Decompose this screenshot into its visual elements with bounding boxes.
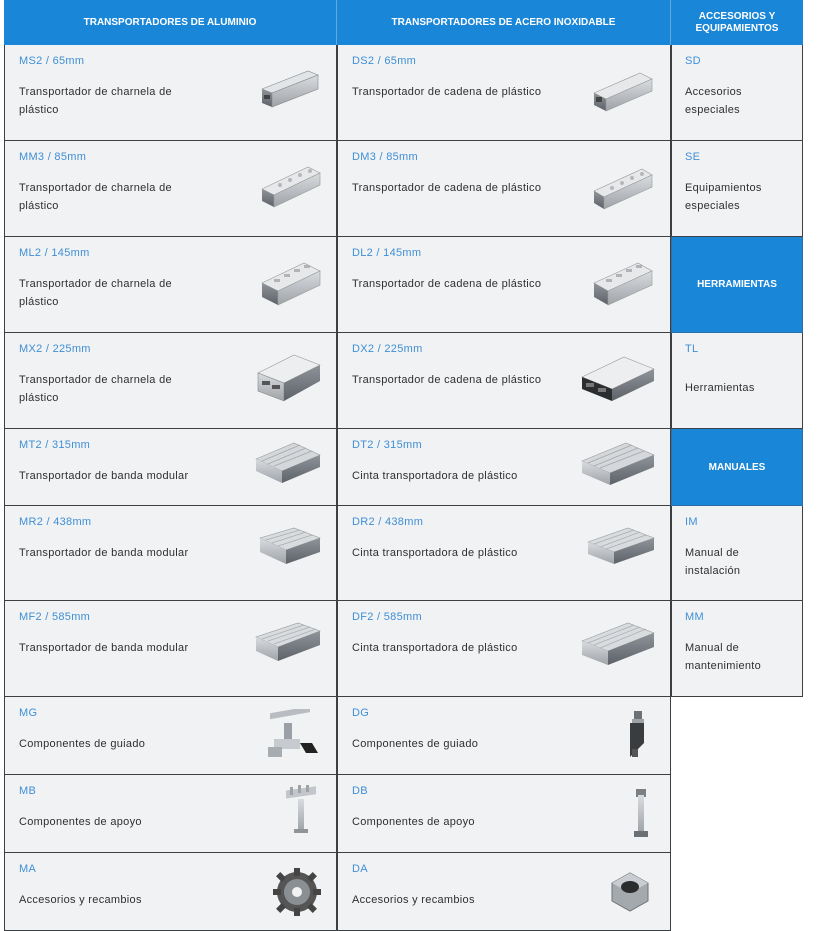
wide-chain-icon <box>580 351 656 407</box>
product-card-mb[interactable] <box>4 775 337 853</box>
herramienta-card-tl[interactable] <box>671 333 803 429</box>
product-card-mf2[interactable] <box>4 601 337 697</box>
product-code[interactable]: DL2 / 145mm <box>352 247 422 259</box>
product-card-db[interactable] <box>337 775 671 853</box>
product-code[interactable]: DS2 / 65mm <box>352 55 417 67</box>
product-card-dr2[interactable] <box>337 506 671 601</box>
product-code[interactable]: ML2 / 145mm <box>19 247 90 259</box>
chain-profile-icon <box>258 161 322 211</box>
guide-bracket-icon <box>260 709 322 763</box>
product-description: Transportador de cadena de plástico <box>352 374 542 386</box>
product-code[interactable]: MB <box>19 785 37 797</box>
manual-card-mm[interactable] <box>671 601 803 697</box>
narrow-profile-icon <box>258 67 322 111</box>
chain-profile-icon <box>590 257 656 309</box>
chain-profile-icon <box>590 163 656 213</box>
product-card-dg[interactable] <box>337 697 671 775</box>
product-code[interactable]: MS2 / 65mm <box>19 55 85 67</box>
product-card-mx2[interactable] <box>4 333 337 429</box>
product-card-ms2[interactable] <box>4 45 337 141</box>
support-stand-icon <box>282 785 322 841</box>
product-description: Transportador de charnela de plástico <box>19 374 172 404</box>
product-description: Cinta transportadora de plástico <box>352 470 518 482</box>
sprocket-icon <box>272 867 322 917</box>
product-code[interactable]: MX2 / 225mm <box>19 343 91 355</box>
product-card-dx2[interactable] <box>337 333 671 429</box>
product-card-mg[interactable] <box>4 697 337 775</box>
product-code[interactable]: MG <box>19 707 38 719</box>
product-code[interactable]: DM3 / 85mm <box>352 151 418 163</box>
modular-belt-icon <box>258 524 322 572</box>
product-card-dm3[interactable] <box>337 141 671 237</box>
product-description: Transportador de charnela de plástico <box>19 86 172 116</box>
guide-bracket-icon <box>616 709 656 763</box>
product-card-mt2[interactable] <box>4 429 337 506</box>
product-card-ds2[interactable] <box>337 45 671 141</box>
wide-chain-icon <box>256 351 322 407</box>
modular-belt-icon <box>586 524 656 572</box>
accesorio-card-sd[interactable] <box>671 45 803 141</box>
product-code[interactable]: DG <box>352 707 370 719</box>
product-code[interactable]: MR2 / 438mm <box>19 516 92 528</box>
modular-belt-icon <box>254 439 322 495</box>
inox-header: TRANSPORTADORES DE ACERO INOXIDABLE <box>337 0 671 45</box>
product-description: Herramientas <box>685 382 755 394</box>
product-description: Transportador de cadena de plástico <box>352 182 542 194</box>
product-description: Transportador de charnela de plástico <box>19 182 172 212</box>
product-description: Transportador de charnela de plástico <box>19 278 172 308</box>
narrow-profile-icon <box>590 67 656 115</box>
product-card-da[interactable] <box>337 853 671 931</box>
product-description: Accesorios especiales <box>685 86 742 116</box>
product-code[interactable]: MT2 / 315mm <box>19 439 91 451</box>
product-description: Cinta transportadora de plástico <box>352 547 518 559</box>
product-code[interactable]: SD <box>685 55 701 67</box>
product-card-mr2[interactable] <box>4 506 337 601</box>
product-code[interactable]: DX2 / 225mm <box>352 343 423 355</box>
product-description: Transportador de cadena de plástico <box>352 86 542 98</box>
product-card-df2[interactable] <box>337 601 671 697</box>
product-code[interactable]: SE <box>685 151 701 163</box>
product-description: Componentes de apoyo <box>19 816 142 828</box>
product-description: Transportador de banda modular <box>19 470 189 482</box>
modular-belt-icon <box>580 621 656 673</box>
product-description: Accesorios y recambios <box>352 894 475 906</box>
product-description: Componentes de guiado <box>352 738 479 750</box>
product-card-ma[interactable] <box>4 853 337 931</box>
product-code[interactable]: DT2 / 315mm <box>352 439 422 451</box>
product-code[interactable]: DB <box>352 785 368 797</box>
product-card-dt2[interactable] <box>337 429 671 506</box>
product-description: Manual de instalación <box>685 547 741 577</box>
modular-belt-icon <box>254 621 322 669</box>
accesorios-column <box>671 0 803 697</box>
product-code[interactable]: DR2 / 438mm <box>352 516 424 528</box>
product-description: Cinta transportadora de plástico <box>352 642 518 654</box>
product-code[interactable]: MF2 / 585mm <box>19 611 91 623</box>
product-code[interactable]: TL <box>685 343 699 355</box>
product-code[interactable]: IM <box>685 516 698 528</box>
accesorios-header: ACCESORIOS Y EQUIPAMIENTOS <box>671 0 803 45</box>
product-code[interactable]: MA <box>19 863 37 875</box>
modular-belt-icon <box>580 439 656 495</box>
product-description: Manual de mantenimiento <box>685 642 762 672</box>
product-code[interactable]: DF2 / 585mm <box>352 611 422 623</box>
product-description: Componentes de apoyo <box>352 816 475 828</box>
support-stand-icon <box>626 787 656 843</box>
aluminio-column <box>4 0 337 931</box>
product-card-ml2[interactable] <box>4 237 337 333</box>
manual-card-im[interactable] <box>671 506 803 601</box>
product-code[interactable]: MM3 / 85mm <box>19 151 87 163</box>
product-description: Transportador de banda modular <box>19 547 189 559</box>
product-card-mm3[interactable] <box>4 141 337 237</box>
product-description: Equipamientos especiales <box>685 182 762 212</box>
product-card-dl2[interactable] <box>337 237 671 333</box>
product-description: Accesorios y recambios <box>19 894 142 906</box>
manuales-header: MANUALES <box>671 429 803 506</box>
product-code[interactable]: DA <box>352 863 368 875</box>
aluminio-header: TRANSPORTADORES DE ALUMINIO <box>4 0 337 45</box>
product-description: Transportador de cadena de plástico <box>352 278 542 290</box>
accesorio-card-se[interactable] <box>671 141 803 237</box>
product-description: Transportador de banda modular <box>19 642 189 654</box>
hex-nut-icon <box>604 869 656 915</box>
inox-column <box>337 0 671 931</box>
herramientas-header: HERRAMIENTAS <box>671 237 803 333</box>
chain-profile-icon <box>258 257 322 309</box>
product-code[interactable]: MM <box>685 611 704 623</box>
product-description: Componentes de guiado <box>19 738 146 750</box>
